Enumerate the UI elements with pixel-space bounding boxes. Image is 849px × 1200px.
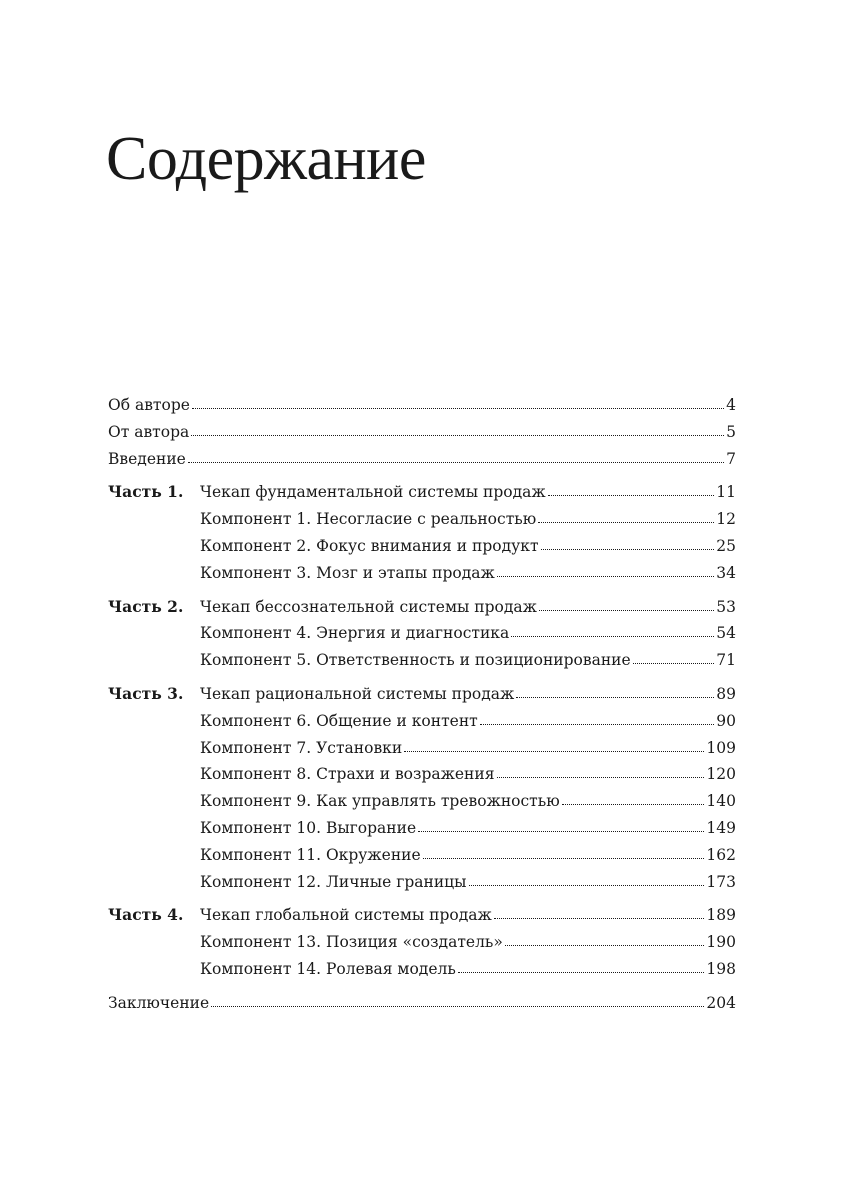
toc-part-entry[interactable] — [108, 681, 736, 708]
part-label: Часть 3. — [108, 683, 184, 703]
part-label: Часть 1. — [108, 482, 184, 502]
toc-page-number: 7 — [726, 449, 736, 468]
toc-page-number: 34 — [716, 563, 736, 582]
leader-dots — [497, 776, 705, 778]
leader-dots — [404, 750, 704, 752]
leader-dots — [538, 521, 714, 523]
toc-component-entry[interactable] — [108, 533, 736, 560]
toc-entry-label: От автора — [108, 422, 190, 441]
leader-dots — [188, 461, 724, 463]
toc-component-entry[interactable] — [108, 761, 736, 788]
leader-dots — [497, 575, 714, 577]
component-label: Компонент 9. Как управлять тревожностью — [200, 792, 560, 811]
toc-component-entry[interactable] — [108, 788, 736, 815]
toc-page-number: 204 — [706, 993, 736, 1012]
toc-page-number: 90 — [716, 711, 736, 730]
component-label: Компонент 5. Ответственность и позиционирование — [200, 651, 631, 670]
leader-dots — [480, 723, 715, 725]
toc-entry-label: Введение — [108, 449, 186, 468]
component-label: Компонент 7. Установки — [200, 738, 403, 757]
table-of-contents — [108, 392, 736, 1017]
toc-page-number: 149 — [706, 818, 736, 837]
leader-dots — [539, 609, 714, 611]
leader-dots — [494, 917, 705, 919]
leader-dots — [516, 696, 714, 698]
leader-dots — [562, 803, 705, 805]
toc-entry[interactable] — [108, 990, 736, 1017]
leader-dots — [458, 971, 705, 973]
leader-dots — [633, 662, 715, 664]
toc-entry[interactable] — [108, 419, 736, 446]
toc-page-number: 54 — [716, 624, 736, 643]
component-label: Компонент 6. Общение и контент — [200, 711, 478, 730]
toc-component-entry[interactable] — [108, 735, 736, 762]
component-label: Компонент 2. Фокус внимания и продукт — [200, 536, 539, 555]
toc-component-entry[interactable] — [108, 560, 736, 587]
part-title: Чекап фундаментальной системы продаж — [200, 483, 546, 502]
toc-entry-label: Об авторе — [108, 396, 190, 414]
component-label: Компонент 11. Окружение — [200, 845, 421, 864]
toc-entry[interactable] — [108, 392, 736, 419]
toc-page-number: 25 — [716, 536, 736, 555]
part-label: Часть 4. — [108, 905, 184, 925]
leader-dots — [505, 944, 705, 946]
toc-page-number: 53 — [716, 597, 736, 616]
page-title: Содержание — [106, 125, 426, 193]
toc-page-number: 4 — [726, 396, 736, 414]
part-title: Чекап бессознательной системы продаж — [200, 597, 537, 616]
toc-page-number: 12 — [716, 510, 736, 529]
leader-dots — [548, 494, 715, 496]
part-title: Чекап глобальной системы продаж — [200, 906, 492, 925]
leader-dots — [418, 830, 704, 832]
component-label: Компонент 4. Энергия и диагностика — [200, 624, 510, 643]
toc-page-number: 120 — [706, 765, 736, 784]
leader-dots — [211, 1005, 704, 1007]
toc-page-number: 109 — [706, 738, 736, 757]
leader-dots — [511, 635, 714, 637]
leader-dots — [423, 857, 705, 859]
toc-page-number: 198 — [706, 959, 736, 978]
toc-page-number: 71 — [716, 651, 736, 670]
component-label: Компонент 3. Мозг и этапы продаж — [200, 563, 495, 582]
component-label: Компонент 12. Личные границы — [200, 872, 467, 891]
toc-component-entry[interactable] — [108, 506, 736, 533]
toc-component-entry[interactable] — [108, 842, 736, 869]
component-label: Компонент 13. Позиция «создатель» — [200, 933, 503, 952]
leader-dots — [192, 407, 724, 409]
toc-component-entry[interactable] — [108, 647, 736, 674]
leader-dots — [541, 548, 715, 550]
toc-part-entry[interactable] — [108, 902, 736, 929]
toc-component-entry[interactable] — [108, 869, 736, 896]
toc-page-number: 11 — [716, 483, 736, 502]
toc-component-entry[interactable] — [108, 708, 736, 735]
toc-entry[interactable] — [108, 446, 736, 473]
leader-dots — [191, 434, 724, 436]
leader-dots — [469, 884, 705, 886]
toc-page-number: 189 — [706, 906, 736, 925]
toc-entry-label: Заключение — [108, 993, 210, 1012]
toc-page-number: 140 — [706, 792, 736, 811]
toc-part-entry[interactable] — [108, 479, 736, 506]
toc-page-number: 190 — [706, 933, 736, 952]
toc-part-entry[interactable] — [108, 594, 736, 621]
toc-component-entry[interactable] — [108, 929, 736, 956]
toc-page-number: 162 — [706, 845, 736, 864]
toc-page-number: 89 — [716, 684, 736, 703]
toc-page-number: 173 — [706, 872, 736, 891]
part-label: Часть 2. — [108, 596, 184, 616]
component-label: Компонент 8. Страхи и возражения — [200, 765, 495, 784]
toc-page-number: 5 — [726, 422, 736, 441]
toc-component-entry[interactable] — [108, 620, 736, 647]
part-title: Чекап рациональной системы продаж — [200, 684, 515, 703]
component-label: Компонент 1. Несогласие с реальностью — [200, 510, 537, 529]
component-label: Компонент 14. Ролевая модель — [200, 959, 456, 978]
toc-component-entry[interactable] — [108, 815, 736, 842]
toc-component-entry[interactable] — [108, 956, 736, 983]
component-label: Компонент 10. Выгорание — [200, 818, 417, 837]
